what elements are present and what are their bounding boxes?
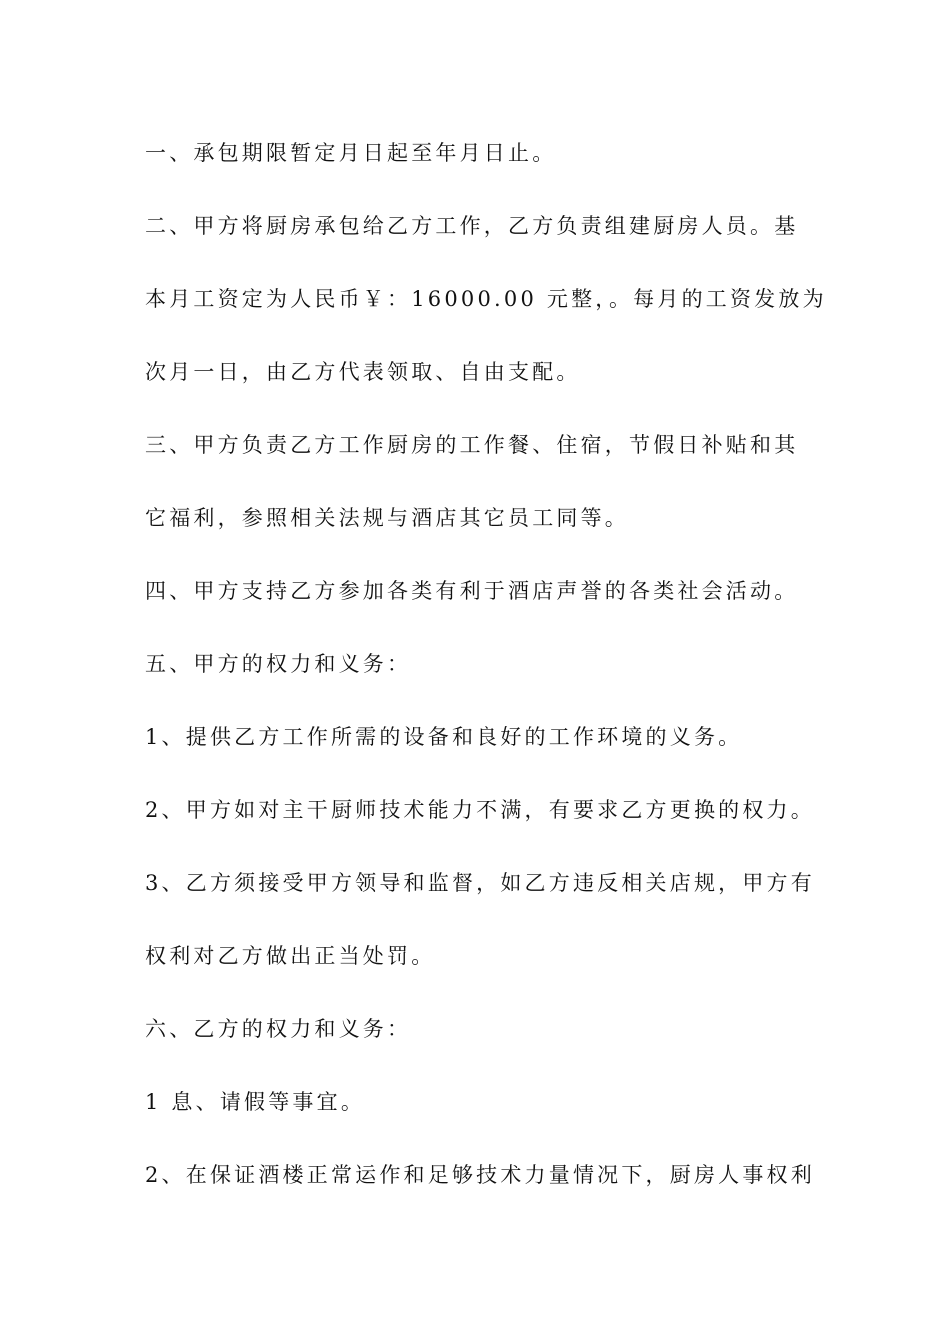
clause-6-heading: 六、乙方的权力和义务： — [145, 1017, 412, 1041]
clause-2-line-2: 本月工资定为人民币￥：16000.00 元整，。每月的工资发放为 — [145, 287, 827, 311]
clause-5-item-2: 2、甲方如对主干厨师技术能力不满，有要求乙方更换的权力。 — [145, 798, 815, 822]
clause-2-line-3: 次月一日，由乙方代表领取、自由支配。 — [145, 360, 581, 384]
clause-4-line: 四、甲方支持乙方参加各类有利于酒店声誉的各类社会活动。 — [145, 579, 799, 603]
clause-2-line-1: 二、甲方将厨房承包给乙方工作，乙方负责组建厨房人员。基 — [145, 214, 799, 238]
clause-6-item-1: 1 息、请假等事宜。 — [145, 1090, 366, 1114]
clause-1-line: 一、承包期限暂定月日起至年月日止。 — [145, 141, 557, 165]
clause-5-item-3-line-1: 3、乙方须接受甲方领导和监督，如乙方违反相关店规，甲方有 — [145, 871, 815, 895]
clause-3-line-1: 三、甲方负责乙方工作厨房的工作餐、住宿，节假日补贴和其 — [145, 433, 799, 457]
clause-6-item-2-line-1: 2、在保证酒楼正常运作和足够技术力量情况下，厨房人事权利 — [145, 1163, 815, 1187]
clause-5-heading: 五、甲方的权力和义务： — [145, 652, 412, 676]
clause-5-item-1: 1、提供乙方工作所需的设备和良好的工作环境的义务。 — [145, 725, 743, 749]
clause-3-line-2: 它福利，参照相关法规与酒店其它员工同等。 — [145, 506, 629, 530]
clause-5-item-3-line-2: 权利对乙方做出正当处罚。 — [145, 944, 436, 968]
